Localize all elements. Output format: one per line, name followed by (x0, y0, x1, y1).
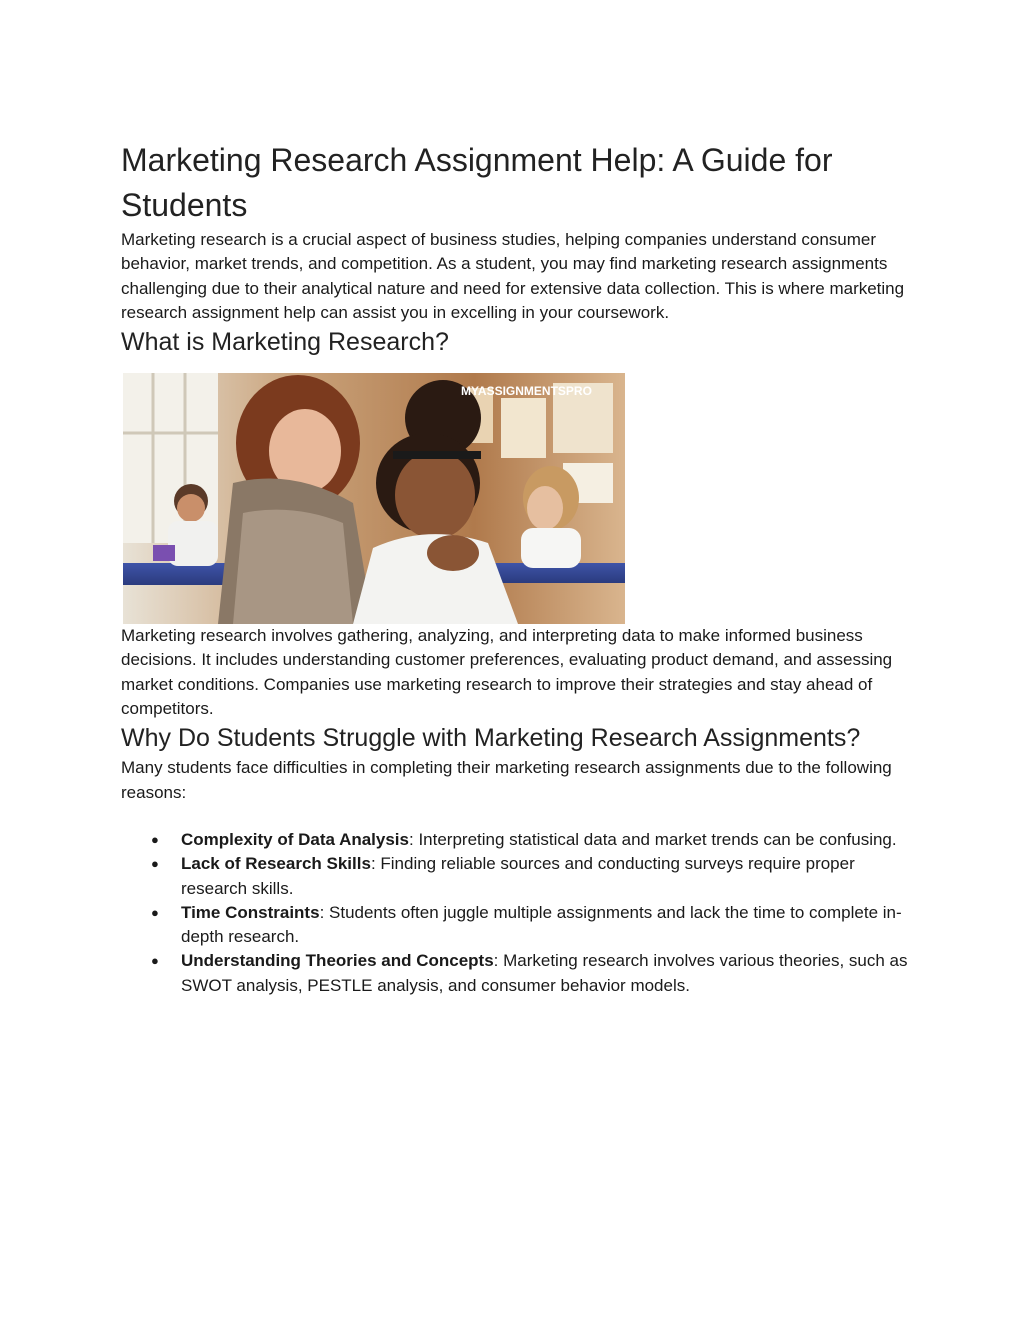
reason-text: : Marketing research involves various theories, such as SWOT analysis, PESTLE analysis, and consumer behavior models. (181, 951, 908, 995)
list-item (121, 901, 911, 950)
section-heading-what: What is Marketing Research? (121, 328, 449, 357)
reasons-list (121, 828, 911, 998)
what-paragraph: Marketing research involves gathering, analyzing, and interpreting data to make informed business decisions. It includes understanding customer preferences, evaluating product demand, and assessing market conditions. Companies use marketing research to improve their strategies and stay ahead of competitors. (121, 626, 893, 719)
bullet-icon: ● (151, 831, 159, 847)
reason-term: Complexity of Data Analysis (181, 829, 409, 849)
bullet-icon: ● (151, 953, 159, 969)
list-item (121, 852, 911, 901)
section-heading-why: Why Do Students Struggle with Marketing Research Assignments? (121, 724, 861, 753)
reason-text: : Students often juggle multiple assignments and lack the time to complete in-depth research. (181, 902, 902, 947)
document-page (121, 138, 911, 998)
document-title: Marketing Research Assignment Help: A Guide for Students (121, 142, 833, 223)
reason-term: Time Constraints (181, 902, 320, 922)
bullet-icon: ● (151, 856, 159, 872)
reason-term: Understanding Theories and Concepts (181, 951, 494, 971)
list-item (121, 949, 911, 998)
reason-text: : Interpreting statistical data and market trends can be confusing. (409, 829, 897, 849)
classroom-photo (123, 373, 625, 624)
reason-term: Lack of Research Skills (181, 854, 371, 874)
bullet-icon: ● (151, 904, 159, 920)
reason-text: : Finding reliable sources and conducting surveys require proper research skills. (181, 854, 855, 898)
intro-paragraph: Marketing research is a crucial aspect of business studies, helping companies understand consumer behavior, market trends, and competition. As a student, you may find marketing research assignments challenging due to their analytical nature and need for extensive data collection. This is where marketing research assignment help can assist you in excelling in your coursework. (121, 230, 905, 322)
list-item (121, 828, 911, 852)
why-paragraph: Many students face difficulties in completing their marketing research assignments due to the following reasons: (121, 758, 892, 802)
image-watermark: MYASSIGNMENTSPRO (461, 384, 592, 399)
